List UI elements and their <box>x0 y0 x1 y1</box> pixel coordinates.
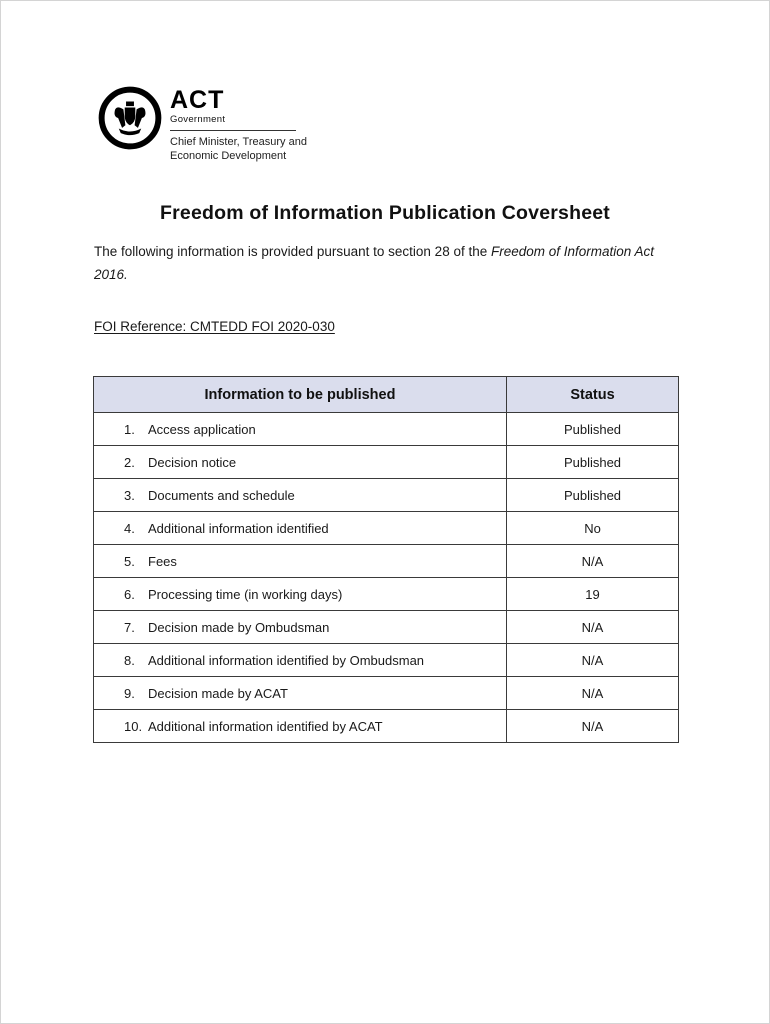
foi-reference: FOI Reference: CMTEDD FOI 2020-030 <box>94 319 335 334</box>
item-cell <box>94 479 507 512</box>
status-cell: N/A <box>507 677 679 710</box>
item-cell <box>94 545 507 578</box>
act-government-logo <box>97 85 307 164</box>
status-cell: N/A <box>507 545 679 578</box>
row-number: 9. <box>124 685 135 701</box>
table-row <box>94 710 679 743</box>
logo-divider <box>170 130 296 131</box>
table-header-row <box>94 377 679 413</box>
act-coat-of-arms-icon <box>97 85 163 151</box>
status-cell: N/A <box>507 611 679 644</box>
row-number: 3. <box>124 487 135 503</box>
table-row <box>94 545 679 578</box>
item-label: Access application <box>148 421 256 437</box>
logo-department-line1: Chief Minister, Treasury and <box>170 136 307 148</box>
item-label: Documents and schedule <box>148 487 295 503</box>
row-number: 6. <box>124 586 135 602</box>
row-number: 5. <box>124 553 135 569</box>
publication-status-table <box>93 376 679 743</box>
status-cell: Published <box>507 413 679 446</box>
item-label: Additional information identified <box>148 520 329 536</box>
item-cell <box>94 578 507 611</box>
logo-text-block <box>170 85 307 164</box>
item-label: Processing time (in working days) <box>148 586 343 602</box>
table-row <box>94 446 679 479</box>
table-row <box>94 413 679 446</box>
status-cell: N/A <box>507 710 679 743</box>
row-number: 4. <box>124 520 135 536</box>
item-label: Fees <box>148 553 177 569</box>
table-row <box>94 644 679 677</box>
intro-text: The following information is provided pursuant to section 28 of the <box>94 244 491 259</box>
intro-act-name: Freedom of Information Act 2016. <box>94 244 655 282</box>
logo-acronym: ACT <box>170 86 225 114</box>
page-title: Freedom of Information Publication Coversheet <box>160 202 610 224</box>
row-number: 2. <box>124 454 135 470</box>
status-cell: No <box>507 512 679 545</box>
item-label: Additional information identified by Ombudsman <box>148 652 425 668</box>
status-cell: N/A <box>507 644 679 677</box>
row-number: 1. <box>124 421 135 437</box>
status-cell: Published <box>507 446 679 479</box>
item-label: Additional information identified by ACAT <box>148 718 383 734</box>
table-row <box>94 512 679 545</box>
table-row <box>94 677 679 710</box>
item-cell <box>94 644 507 677</box>
row-number: 7. <box>124 619 135 635</box>
item-cell <box>94 677 507 710</box>
item-cell <box>94 512 507 545</box>
column-header-status: Status <box>507 377 679 413</box>
status-cell: Published <box>507 479 679 512</box>
column-header-information: Information to be published <box>94 377 507 413</box>
intro-paragraph <box>94 241 684 287</box>
row-number: 10. <box>124 718 143 734</box>
item-cell <box>94 446 507 479</box>
item-label: Decision made by Ombudsman <box>148 619 330 635</box>
item-label: Decision made by ACAT <box>148 685 288 701</box>
item-cell <box>94 710 507 743</box>
item-cell <box>94 611 507 644</box>
item-label: Decision notice <box>148 454 237 470</box>
item-cell <box>94 413 507 446</box>
logo-government-label: Government <box>170 114 226 125</box>
table-row <box>94 479 679 512</box>
row-number: 8. <box>124 652 135 668</box>
table-row <box>94 611 679 644</box>
status-cell: 19 <box>507 578 679 611</box>
table-row <box>94 578 679 611</box>
logo-department-line2: Economic Development <box>170 150 287 163</box>
